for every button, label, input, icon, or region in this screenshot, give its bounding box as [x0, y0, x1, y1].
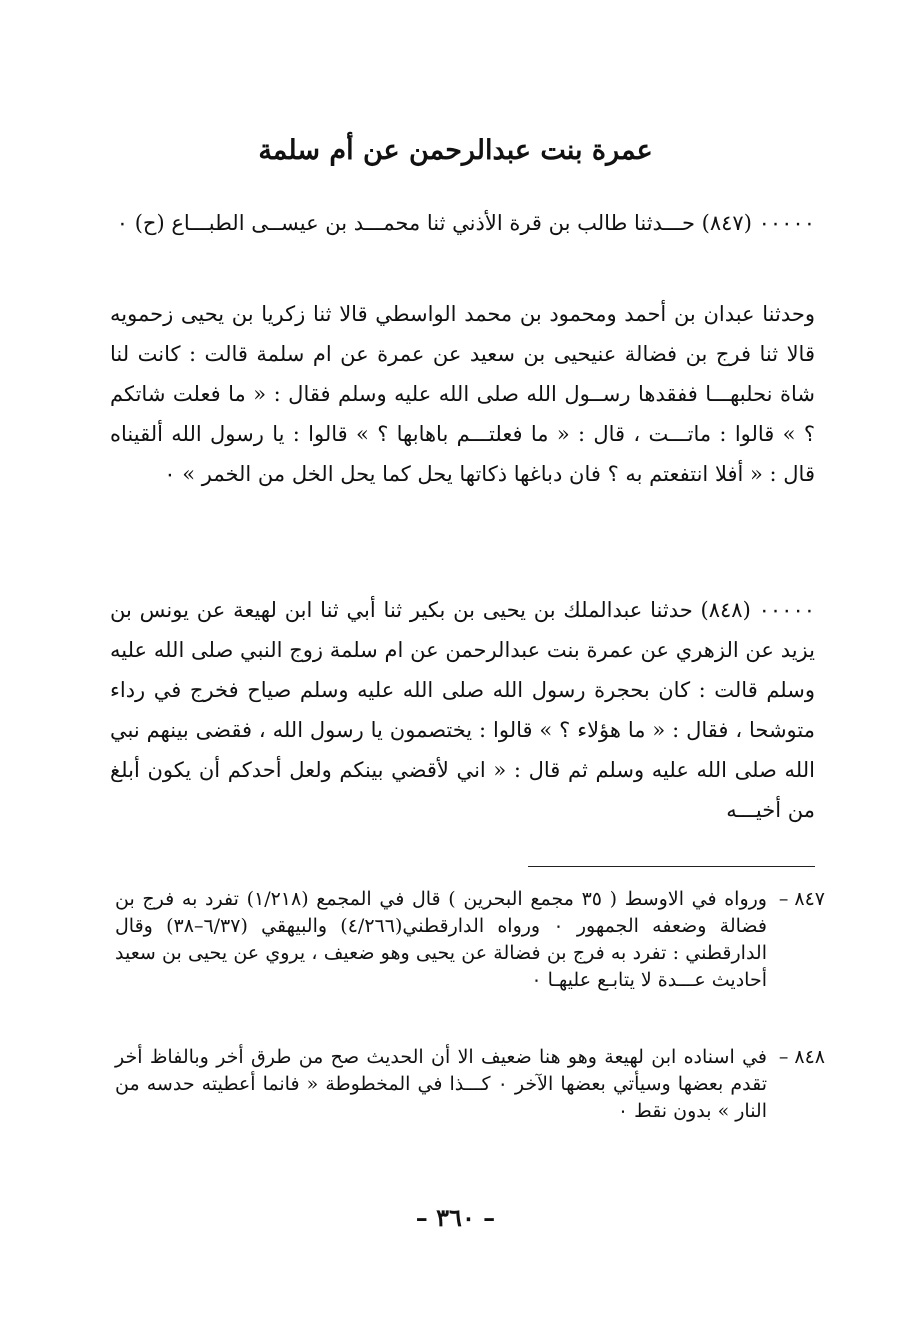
chapter-title: عمرة بنت عبدالرحمن عن أم سلمة — [258, 135, 653, 166]
footnote-847 — [115, 886, 825, 994]
footnote-number: ٨٤٧ – — [778, 888, 825, 910]
footnote-848 — [115, 1044, 825, 1125]
hadith-848-paragraph: ٠٠٠٠٠ (٨٤٨) حدثنا عبدالملك بن يحيى بن بكير ثنا أبي ثنا ابن لهيعة عن يونس بن يزيد عن الزهري عن عمرة بنت عبدالرحمن عن ام سلمة زوج النبي صلى الله عليه وسلم قالت : كان بحجرة رسول الله صلى الله عليه وسلم صياح فخرج في رداء متوشحا ، فقال : « ما هؤلاء ؟ » قالوا : يختصمون يا رسول الله ، فقضى بينهم نبي الله صلى الله عليه وسلم ثم قال : « اني لأقضي بينكم ولعل أحدكم أن يكون أبلغ من أخيـــه — [110, 598, 816, 822]
hadith-847-paragraph: ٠٠٠٠٠ (٨٤٧) حـــدثنا طالب بن قرة الأذني ثنا محمـــد بن عيســى الطبـــاع (ح) ٠ — [116, 211, 815, 235]
footnote-number: ٨٤٨ – — [778, 1046, 825, 1068]
hadith-847-continuation-paragraph: وحدثنا عبدان بن أحمد ومحمود بن محمد الواسطي قالا ثنا زكريا بن يحيى زحمويه قالا ثنا فرج بن فضالة عنيحيى بن سعيد عن عمرة عن ام سلمة قالت : كانت لنا شاة نحلبهـــا ففقدها رســول الله صلى الله عليه وسلم فقال : « ما فعلت شاتكم ؟ » قالوا : ماتـــت ، قال : « ما فعلتـــم باهابها ؟ » قالوا : يا رسول الله ألقيناه قال : « أفلا انتفعتم به ؟ فان دباغها ذكاتها يحل كما يحل الخل من الخمر » ٠ — [110, 302, 815, 486]
footnote-text: ورواه في الاوسط ( ٣٥ مجمع البحرين ) قال في المجمع (١/٢١٨) تفرد به فرج بن فضالة وضعفه الجمهور ٠ ورواه الدارقطني(٤/٢٦٦) والبيهقي (٦/٣٧–٣٨) وقال الدارقطني : تفرد به فرج بن فضالة عن يحيى وهو ضعيف ، يروي عن يحيى بن سعيد أحاديث عـــدة لا يتابـع عليهـا ٠ — [115, 888, 767, 991]
footnote-text: في اسناده ابن لهيعة وهو هنا ضعيف الا أن الحديث صح من طرق أخر وبالفاظ أخر تقدم بعضها وسيأتي بعضها الآخر ٠ كـــذا في المخطوطة « فانما أعطيته حدسه من النار » بدون نقط ٠ — [115, 1046, 767, 1122]
footnote-divider — [528, 866, 815, 867]
page-number: – ٣٦٠ – — [415, 1203, 496, 1232]
